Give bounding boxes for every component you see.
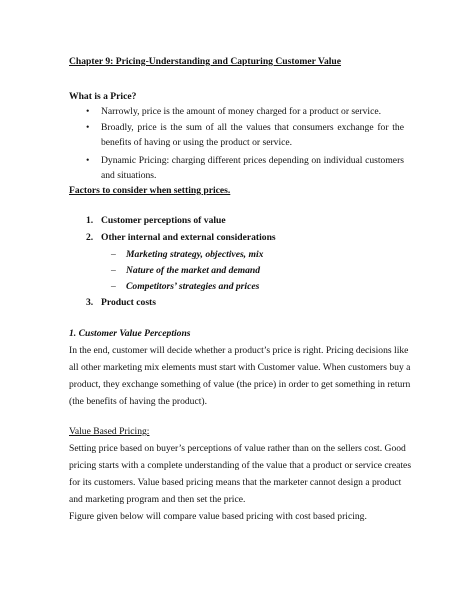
- dash-marker: –: [111, 265, 116, 276]
- paragraph-line: all other marketing mix elements must start with Customer value. When customers buy a: [69, 362, 411, 373]
- list-number: 2.: [86, 232, 94, 243]
- subsection-heading: Value Based Pricing:: [69, 426, 150, 437]
- paragraph-line: for its customers. Value based pricing means that the marketer cannot design a product: [69, 477, 402, 488]
- dash-marker: –: [111, 281, 116, 292]
- bullet-marker: •: [86, 122, 90, 133]
- bullet-line-continued: benefits of having or using the product or service.: [101, 137, 293, 148]
- list-number: 3.: [86, 297, 94, 308]
- paragraph-line: In the end, customer will decide whether a product’s price is right. Pricing decisions like: [69, 345, 409, 356]
- sub-factor-item: Marketing strategy, objectives, mix: [126, 249, 264, 260]
- factor-item: Customer perceptions of value: [101, 215, 226, 226]
- bullet-marker: •: [86, 155, 90, 166]
- factor-item: Other internal and external considerations: [101, 232, 276, 243]
- bullet-line-continued: and situations.: [101, 170, 157, 181]
- paragraph-line: (the benefits of having the product).: [69, 396, 207, 407]
- section-heading: 1. Customer Value Perceptions: [69, 328, 191, 339]
- paragraph-line: pricing starts with a complete understanding of the value that a product or service creates: [69, 460, 412, 471]
- factors-heading: Factors to consider when setting prices.: [69, 185, 231, 196]
- bullet-line: Dynamic Pricing: charging different prices depending on individual customers: [101, 155, 404, 166]
- sub-factor-item: Competitors’ strategies and prices: [126, 281, 260, 292]
- paragraph-line: and marketing program and then set the price.: [69, 494, 246, 505]
- bullet-marker: •: [86, 106, 90, 117]
- dash-marker: –: [111, 249, 116, 260]
- what-is-price-heading: What is a Price?: [69, 91, 137, 102]
- paragraph-line: product, they exchange something of value (the price) in order to get something in return: [69, 379, 411, 390]
- chapter-title: Chapter 9: Pricing-Understanding and Capturing Customer Value: [69, 56, 342, 67]
- factor-item: Product costs: [101, 297, 156, 308]
- paragraph-line: Figure given below will compare value based pricing with cost based pricing.: [69, 511, 367, 522]
- sub-factor-item: Nature of the market and demand: [126, 265, 261, 276]
- bullet-line: Broadly, price is the sum of all the values that consumers exchange for the: [101, 122, 404, 133]
- list-number: 1.: [86, 215, 94, 226]
- bullet-line: Narrowly, price is the amount of money charged for a product or service.: [101, 106, 381, 117]
- paragraph-line: Setting price based on buyer’s perceptions of value rather than on the sellers cost. Good: [69, 443, 406, 454]
